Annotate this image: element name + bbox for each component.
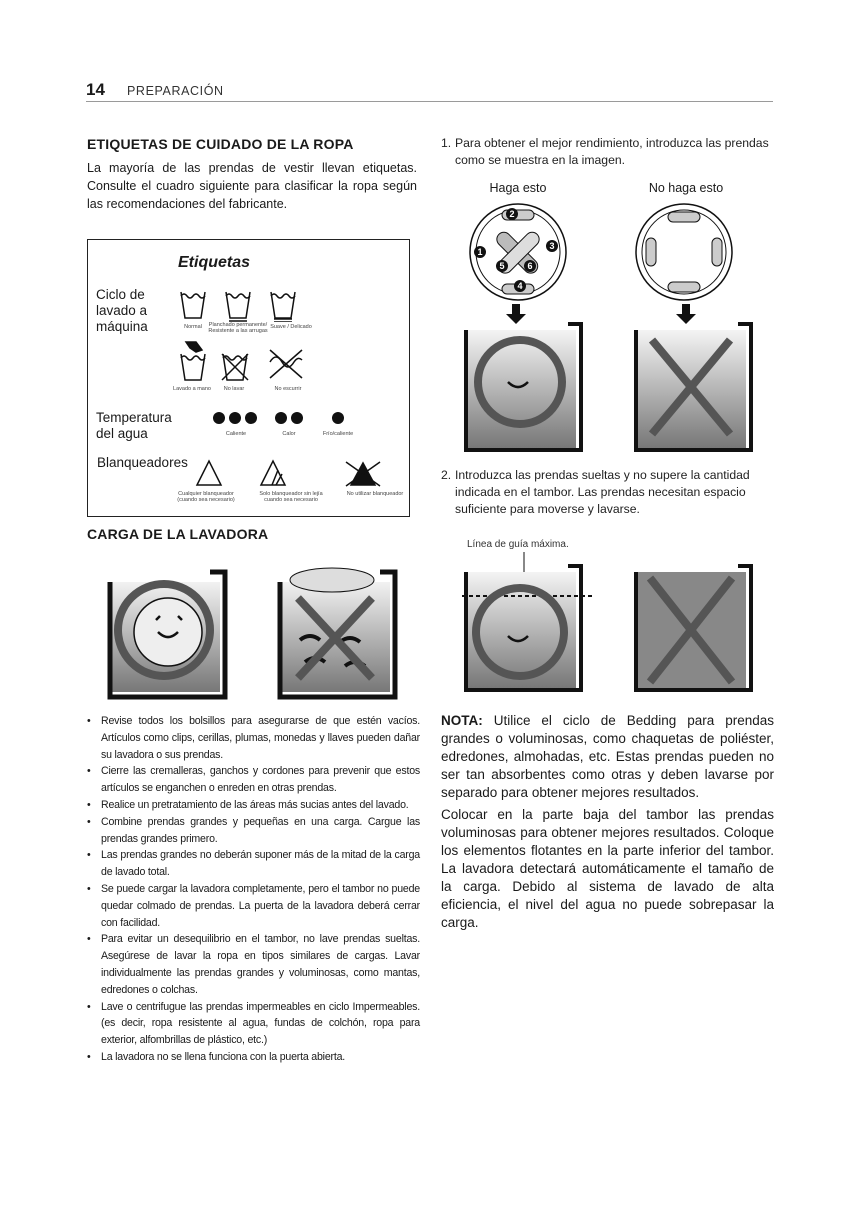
list-item: • Para evitar un desequilibrio en el tambor, no lave prendas sueltas. Asegúrese de lavar la ropa en tipos similares de cargas. Lavar individualmente las prendas grandes y voluminosas, como mantas, edredones o colchas. (87, 931, 420, 998)
list-item: • La lavadora no se llena funciona con la puerta abierta. (87, 1049, 420, 1066)
drum-side-views (456, 302, 756, 454)
label-normal: Normal (184, 324, 202, 330)
label-gentle: Suave / Delicado (270, 324, 312, 330)
label-do-not-wash: No lavar (223, 386, 245, 392)
loading-illustrations (100, 562, 420, 702)
note-paragraph: NOTA: Utilice el ciclo de Bedding para prendas grandes o voluminosas, como chaquetas de poliéster, edredones, almohadas, etc. Estas prendas pueden no ser tan absorbentes como otras y deben lavarse por separado para obtener mejores resultados. (441, 713, 774, 800)
caption-do-this: Haga esto (489, 181, 547, 195)
care-labels-heading: ETIQUETAS DE CUIDADO DE LA ROPA (87, 136, 354, 152)
drum-correct-illustration (110, 572, 225, 697)
any-bleach-icon (197, 461, 221, 485)
order-number: 5 (499, 261, 505, 271)
label-do-not-wring: No escurrir (274, 386, 302, 392)
list-item: • Se puede cargar la lavadora completamente, pero el tambor no puede quedar colmado de prendas. La puerta de la lavadora deberá cerrar con facilidad. (87, 881, 420, 931)
label-hot: Caliente (225, 431, 247, 437)
list-item: • Lave o centrifugue las prendas impermeables en ciclo Impermeables. (es decir, ropa resistente al agua, fundas de colchón, ropa para exterior, alfombrillas de plástico, etc.) (87, 999, 420, 1049)
label-cold: Frío/caliente (322, 431, 354, 437)
section-title: PREPARACIÓN (127, 84, 224, 98)
no-wring-icon (270, 357, 302, 367)
list-item: • Combine prendas grandes y pequeñas en una carga. Cargue las prendas grandes primero. (87, 814, 420, 848)
drum-top-wrong-illustration (636, 204, 732, 300)
caption-dont-this: No haga esto (648, 181, 724, 195)
label-any-bleach: Cualquier blanqueador (cuando sea necesario) (177, 491, 235, 503)
page-number: 14 (86, 80, 105, 99)
bleach-label: Blanqueadores (97, 455, 188, 470)
step-1: 1. Para obtener el mejor rendimiento, introduzca las prendas como se muestra en la imagen. (441, 136, 769, 167)
order-number: 4 (517, 281, 523, 291)
arrow-down-icon (676, 304, 696, 324)
hand-wash-icons (178, 340, 308, 384)
label-no-bleach: No utilizar blanqueador (346, 491, 404, 497)
care-labels-intro: La mayoría de las prendas de vestir llevan etiquetas. Consulte el cuadro siguiente para clasificar la ropa según las recomendaciones del fabricante. (87, 161, 417, 211)
label-warm: Calor (282, 431, 296, 437)
arrow-down-icon (506, 304, 526, 324)
loading-heading: CARGA DE LA LAVADORA (87, 526, 269, 542)
list-item: • Cierre las cremalleras, ganchos y cordones para prevenir que estos artículos se enganchen o enreden en otras prendas. (87, 763, 420, 797)
max-guide-line-label: Línea de guía máxima. (467, 539, 569, 550)
order-number: 1 (477, 247, 483, 257)
loading-bullet-list (87, 713, 420, 1066)
drum-side-wrong-illustration (636, 324, 751, 450)
note-paragraph-2: Colocar en la parte baja del tambor las prendas voluminosas para obtener mejores resultados. Coloque los elementos flotantes en la parte inferior del tambor. La lavadora detectará automáticamente el tamaño de la carga. Debido al sistema de lavado de alta eficiencia, el nivel del agua no puede sobrepasar la carga. (441, 807, 774, 930)
list-item: • Realice un pretratamiento de las áreas más sucias antes del lavado. (87, 797, 420, 814)
order-number: 3 (549, 241, 555, 251)
drum-side-correct-illustration (466, 324, 581, 450)
step-2: 2. Introduzca las prendas sueltas y no supere la cantidad indicada en el tambor. Las prendas necesitan espacio suficiente para moverse y lavarse. (441, 468, 750, 516)
order-number: 2 (509, 209, 515, 219)
note-label: NOTA: (441, 713, 483, 728)
wash-tub-icons (178, 288, 308, 322)
order-number: 6 (527, 261, 533, 271)
list-item: • Las prendas grandes no deberán suponer más de la mitad de la carga de lavado total. (87, 847, 420, 881)
max-line-illustrations (456, 552, 756, 694)
drum-max-wrong-illustration (636, 566, 751, 690)
care-label-chart (87, 239, 410, 517)
drum-top-views (466, 202, 756, 302)
label-permanent-press: Planchado permanente/ Resistente a las arrugas (208, 322, 268, 334)
bleach-icons (194, 458, 404, 488)
label-hand-wash: Lavado a mano (173, 386, 211, 392)
header-divider (86, 101, 773, 102)
chart-title: Etiquetas (178, 254, 251, 271)
wash-cycle-label: Ciclo de lavado a máquina (96, 287, 148, 334)
list-item: • Revise todos los bolsillos para asegurarse de que estén vacíos. Artículos como clips, cerillas, plumas, monedas y llaves pueden dañar su lavadora o sus prendas. (87, 713, 420, 763)
drum-max-correct-illustration (462, 566, 592, 690)
label-non-chlorine-bleach: Solo blanqueador sin lejía cuando sea necesario (259, 491, 323, 503)
drum-wrong-illustration (280, 568, 395, 697)
water-temp-label: Temperatura del agua (96, 410, 172, 441)
hand-icon (186, 342, 202, 352)
